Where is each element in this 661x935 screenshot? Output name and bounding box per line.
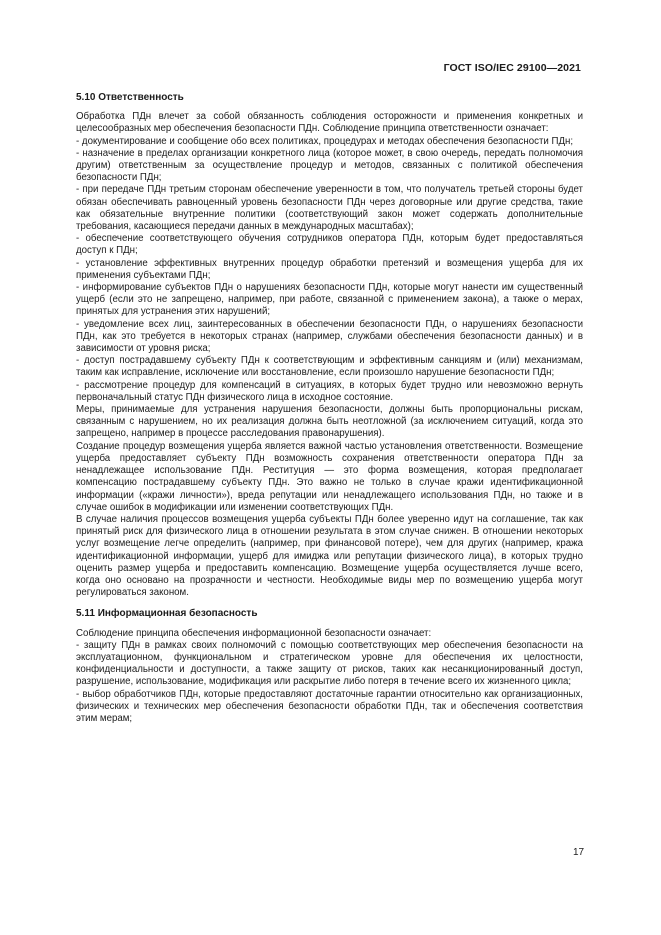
list-item: - защиту ПДн в рамках своих полномочий с помощью соответствующих мер обеспечения безопасности на эксплуатационном, функциональном и стратегическом уровне для обеспечения их целостности, конфиденциальности и доступности, а также защиту от рисков, таких как несанкционированный доступ, разрушение, использование, модификация или раскрытие либо потеря в течение всего их жизненного цикла; [76, 639, 583, 688]
list-item: - обеспечение соответствующего обучения сотрудников оператора ПДн, которым будет предоставляться доступ к ПДн; [76, 233, 583, 257]
paragraph: В случае наличия процессов возмещения ущерба субъекты ПДн более уверенно идут на соглашение, так как принятый риск для физического лица в отношении результата в этом случае снижен. В отношении некоторых услуг возмещение легче определить (например, при финансовой потере), чем для других (например, кража идентификационной информации, ущерб для имиджа или репутации физического лица), в которых трудно оценить размер ущерба и предоставить компенсацию. Возмещение ущерба осуществляется лучше всего, когда оно основано на прозрачности и честности. Необходимые виды мер по возмещению ущерба могут регулироваться законом. [76, 513, 583, 599]
list-item: - при передаче ПДн третьим сторонам обеспечение уверенности в том, что получатель третьей стороны будет обязан обеспечивать равноценный уровень безопасности ПДн через договорные или другие средства, такие как обязательные внутренние политики (соответствующий закон может содержать дополнительные требования, касающиеся передачи данных в международных масштабах); [76, 184, 583, 233]
paragraph: Создание процедур возмещения ущерба является важной частью установления ответственности. Возмещение ущерба предоставляет субъекту ПДн возможность сохранения ответственности оператора ПДн за ненадлежащее использование ПДн. Реституция — это форма возмещения, которая предполагает компенсацию пострадавшему субъекту ПДн. Это важно не только в случае кражи идентификационной информации («кражи личности»), вреда репутации или ненадлежащего использования ПДн, но также и в случае ошибок в модификации или изменении соответствующих ПДн. [76, 440, 583, 513]
list-item: - рассмотрение процедур для компенсаций в ситуациях, в которых будет трудно или невозможно вернуть первоначальный статус ПДн физического лица в исходное состояние. [76, 379, 583, 403]
list-item: - информирование субъектов ПДн о нарушениях безопасности ПДн, которые могут нанести им существенный ущерб (если это не запрещено, например, при работе, связанной с применением закона), а также о мерах, принятых для устранения этих нарушений; [76, 282, 583, 318]
paragraph: Соблюдение принципа обеспечения информационной безопасности означает: [76, 627, 432, 639]
list-item: - назначение в пределах организации конкретного лица (которое может, в свою очередь, передать полномочия другим) ответственным за осуществление процедур и методов, связанных с политикой обеспечения безопасности ПДн; [76, 147, 583, 184]
document-code: ГОСТ ISO/IEC 29100—2021 [443, 62, 581, 74]
list-item: - уведомление всех лиц, заинтересованных в обеспечении безопасности ПДн, о нарушениях безопасности ПДн, как это требуется в некоторых странах (например, службами обеспечения безопасности данных) и в зависимости от уровня риска; [76, 318, 583, 355]
section-heading-responsibility: 5.10 Ответственность [76, 92, 184, 103]
list-item: - документирование и сообщение обо всех политиках, процедурах и методах обеспечения безопасности ПДн; [76, 135, 574, 147]
paragraph: Обработка ПДн влечет за собой обязанность соблюдения осторожности и применения конкретных и целесообразных мер обеспечения безопасности ПДн. Соблюдение принципа ответственности означает: [76, 111, 583, 135]
list-item: - установление эффективных внутренних процедур обработки претензий и возмещения ущерба для их применения субъектами ПДн; [76, 257, 583, 281]
list-item: - доступ пострадавшему субъекту ПДн к соответствующим и эффективным санкциям и (или) механизмам, таким как исправление, исключение или восстановление, если произошло нарушение безопасности ПДн; [76, 355, 583, 379]
paragraph: Меры, принимаемые для устранения нарушения безопасности, должны быть пропорциональны рискам, связанным с нарушением, но их реализация должна быть неотложной (за исключением ситуаций, когда это запрещено, например в процессе расследования правонарушения). [76, 404, 583, 440]
page-body [76, 92, 583, 725]
section-heading-information-security: 5.11 Информационная безопасность [76, 608, 258, 620]
page-number: 17 [573, 847, 585, 858]
list-item: - выбор обработчиков ПДн, которые предоставляют достаточные гарантии относительно как организационных, физических и технических мер обеспечения безопасности обработки ПДн, так и обеспечения соответствия этим мерам; [76, 688, 583, 724]
